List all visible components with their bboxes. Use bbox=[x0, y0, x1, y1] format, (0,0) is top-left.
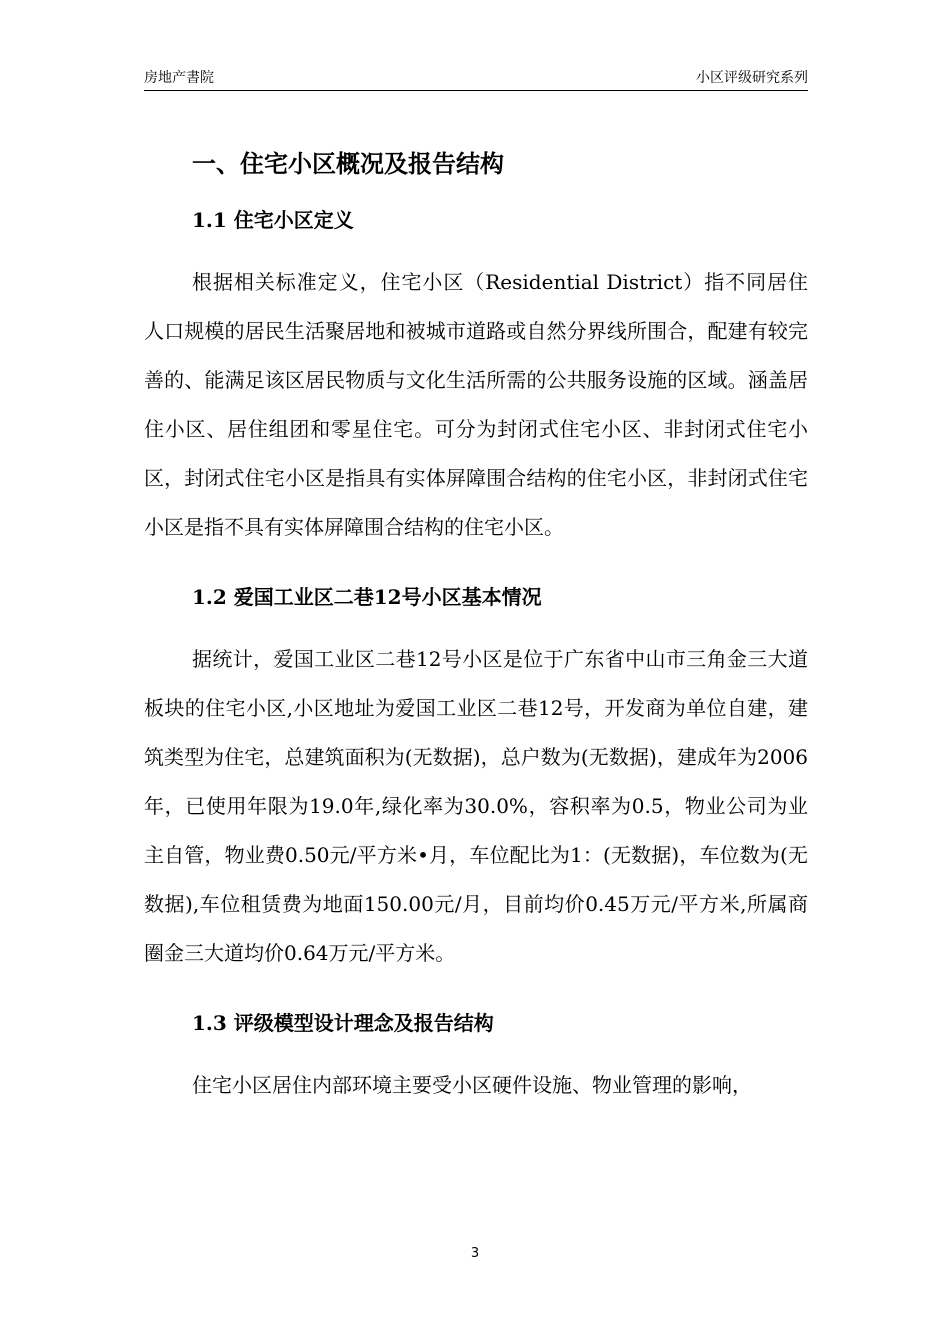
section-paragraph-1-1: 根据相关标准定义，住宅小区（Residential District）指不同居住人口规模的居民生活聚居地和被城市道路或自然分界线所围合，配建有较完善的、能满足该区居民物质与文化生活所需的公共服务设施的区域。涵盖居住小区、居住组团和零星住宅。可分为封闭式住宅小区、非封闭式住宅小区，封闭式住宅小区是指具有实体屏障围合结构的住宅小区，非封闭式住宅小区是指不具有实体屏障围合结构的住宅小区。 bbox=[144, 270, 808, 539]
section-paragraph-1-2: 据统计，爱国工业区二巷12号小区是位于广东省中山市三角金三大道板块的住宅小区,小区地址为爱国工业区二巷12号，开发商为单位自建，建筑类型为住宅，总建筑面积为(无数据)，总户数为(无数据)，建成年为2006年，已使用年限为19.0年,绿化率为30.0%，容积率为0.5，物业公司为业主自管，物业费0.50元/平方米•月，车位配比为1：(无数据)，车位数为(无数据),车位租赁费为地面150.00元/月，目前均价0.45万元/平方米,所属商圈金三大道均价0.64万元/平方米。 bbox=[144, 647, 808, 965]
header-series-title: 小区评级研究系列 bbox=[696, 70, 808, 86]
header-publisher: 房地产書院 bbox=[144, 70, 214, 86]
section-title-1-3: 1.3 评级模型设计理念及报告结构 bbox=[192, 1011, 494, 1035]
page-header bbox=[144, 68, 808, 88]
section-title-1-2: 1.2 爱国工业区二巷12号小区基本情况 bbox=[192, 585, 542, 609]
document-body bbox=[144, 140, 808, 1110]
section-title-1-1: 1.1 住宅小区定义 bbox=[192, 208, 354, 232]
header-divider bbox=[144, 90, 808, 91]
section-paragraph-1-3: 住宅小区居住内部环境主要受小区硬件设施、物业管理的影响， bbox=[192, 1073, 752, 1097]
chapter-title: 一、住宅小区概况及报告结构 bbox=[192, 149, 504, 178]
page-number: 3 bbox=[470, 1246, 480, 1261]
